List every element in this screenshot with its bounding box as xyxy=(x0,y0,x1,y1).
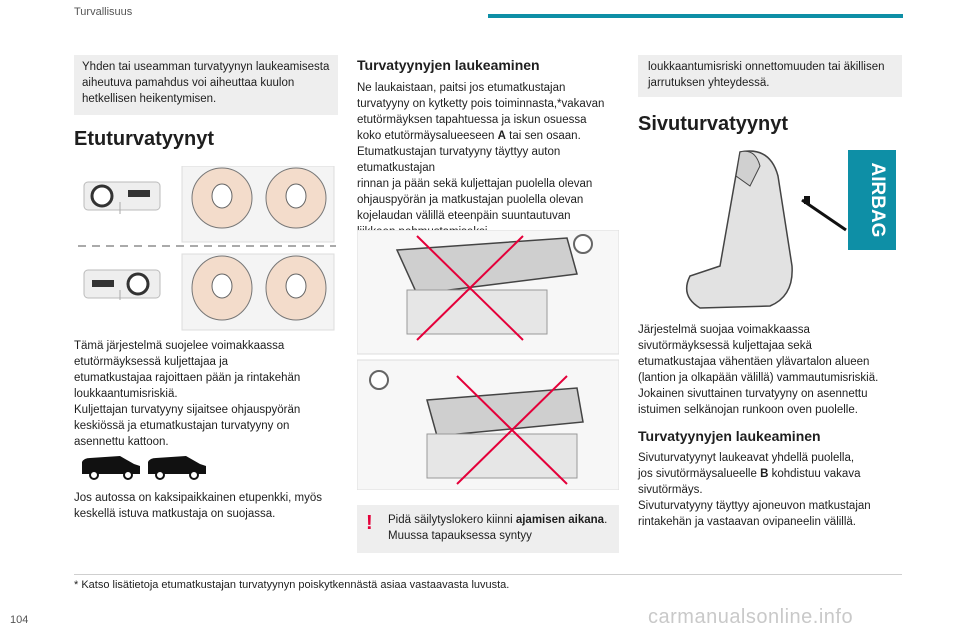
side-airbags-title: Sivuturvatyynyt xyxy=(638,113,789,135)
deployment-body: Ne laukaistaan, paitsi jos etumatkustajan turvatyyny on kytketty pois toiminnasta,*vakavan etutörmäyksen tapahtuessa ja iskun osuessa koko etutörmäysalueeseen A tai sen osaan. Etumatkustajan turvatyyny täyttyy auton etumatkustajan rinnan ja pään sekä kuljettajan puolella olevan ohjauspyörän ja matkustajan puolella olevan kojelaudan välillä eteenpäin suuntautuvan xyxy=(357,82,605,222)
front-airbags-body: Tämä järjestelmä suojelee voimakkaassa etutörmäyksessä kuljettajaa ja etumatkustajaa rajoittaen pään ja rintakehän loukkaantumisriskiä. Kuljettajan turvatyyny sijaitsee ohjauspyörän keskiössä ja etumatkustajan turvatyyny on asennettu kattoon. xyxy=(74,340,301,448)
side-deployment-body: Sivuturvatyynyt laukeavat yhdellä puolella, jos sivutörmäysalueelle B kohdistuu vakava sivutörmäys. Sivuturvatyyny täyttyy ajoneuvon matkustajan rintakehän ja vastaavan ovipaneelin välillä. xyxy=(638,452,871,528)
side-airbags-body: Järjestelmä suojaa voimakkaassa sivutörmäyksessä kuljettajaa sekä etumatkustajaa vähentäen ylävartalon alueen (lantion ja olkapään välillä) vammautumisriskiä. Jokainen sivuttainen turvatyyny on asennettu istuimen selkänojan runkoon oven puolelle. xyxy=(638,324,879,416)
page-number: 104 xyxy=(10,614,29,626)
front-airbags-title: Etuturvatyynyt xyxy=(74,128,215,150)
warning-icon: ! xyxy=(366,512,373,534)
front-bench-body: Jos autossa on kaksipaikkainen etupenkki, myös keskellä istuva matkustaja on suojassa. xyxy=(74,492,323,520)
warning-text: Pidä säilytyslokero kiinni ajamisen aikana. Muussa tapauksessa syntyy xyxy=(388,514,608,542)
van-icon-2 xyxy=(148,456,206,479)
injury-risk-note xyxy=(638,55,902,97)
glovebox-illustration xyxy=(357,230,619,490)
steering-wheel-icon xyxy=(84,182,160,214)
footnote: * Katso lisätietoja etumatkustajan turvatyynyn poiskytkennästä asiaa vastaavasta luvusta. xyxy=(74,579,510,591)
van-icon xyxy=(82,456,140,479)
footnote-divider xyxy=(74,574,902,575)
side-deployment-title: Turvatyynyjen laukeaminen xyxy=(638,428,821,444)
passenger-wheel-icon xyxy=(84,270,160,300)
airbag-label: AIRBAG xyxy=(867,162,888,238)
hearing-note-text: Yhden tai useamman turvatyynyn laukeamisesta aiheutuva pamahdus voi aiheuttaa kuulon hetkellisen heikentymisen. xyxy=(82,61,330,105)
injury-risk-note-text: loukkaantumisriski onnettomuuden tai äkillisen jarrutuksen yhteydessä. xyxy=(648,61,885,89)
hearing-note xyxy=(74,55,338,115)
section-label: Turvallisuus xyxy=(74,6,133,18)
side-airbag-illustration xyxy=(660,146,900,314)
van-icons xyxy=(80,452,210,480)
watermark: carmanualsonline.info xyxy=(648,606,854,628)
deployment-title: Turvatyynyjen laukeaminen xyxy=(357,57,540,73)
header-accent-bar xyxy=(488,14,903,18)
front-airbag-illustration xyxy=(74,166,338,332)
